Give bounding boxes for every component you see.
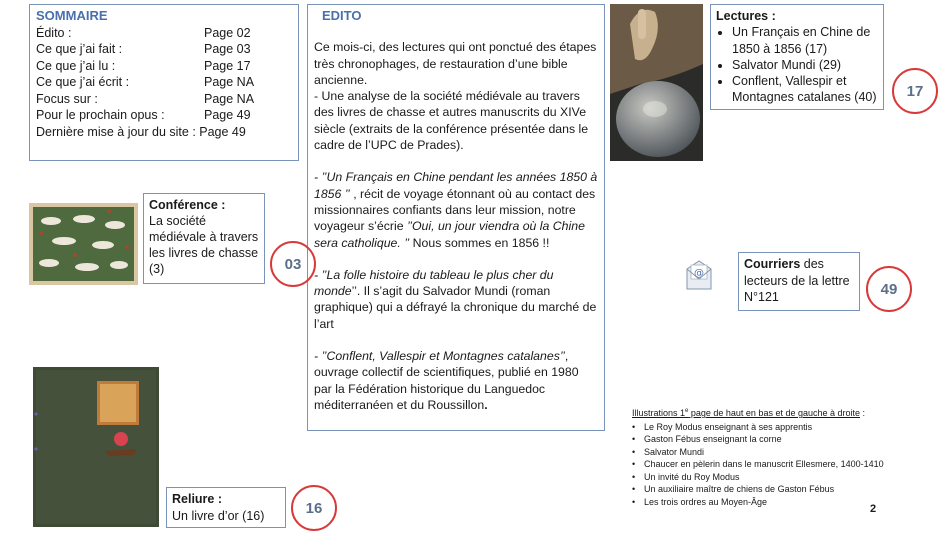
edito-quote: ’’Oui, un jour viendra où la Chine sera catholique. ’’	[314, 219, 585, 250]
illustrations-title-sup: e	[685, 408, 689, 414]
courriers-page-badge[interactable]: 49	[866, 266, 912, 312]
edito-text: Nous sommes en 1856 !!	[409, 235, 550, 250]
edito-text: ’’. Il s’agit du Salvador Mundi (roman graphique) qui a défrayé la chronique du marché de l’art	[314, 284, 597, 331]
email-envelope-icon	[684, 259, 714, 293]
sommaire-row-label: Pour le prochain opus :	[36, 108, 165, 122]
list-item: • Gaston Fébus enseignant la corne	[632, 433, 922, 446]
lectures-title: Lectures :	[716, 9, 776, 23]
reliure-box	[166, 487, 286, 528]
svg-text:@: @	[694, 268, 704, 279]
livre-dor-image[interactable]	[33, 367, 159, 527]
list-item: • Salvator Mundi	[632, 446, 922, 459]
illustrations-credits	[622, 405, 922, 508]
sommaire-row-page: Page NA	[204, 75, 255, 89]
edito-paragraph-conference: - Une analyse de la société médiévale au travers des livres de chasse et autres manuscrits du XIVe siècle (extraits de la conférence présentée dans le cadre de l’UPC de Prades).	[314, 89, 589, 153]
edito-book-title: - ’’La folle histoire du tableau le plus cher du monde	[314, 267, 554, 299]
page-number: 2	[870, 503, 877, 515]
sommaire-row[interactable]	[36, 74, 292, 91]
medieval-hunting-manuscript	[29, 203, 138, 285]
edito-text: .	[484, 397, 488, 412]
conference-title: Conférence :	[149, 198, 226, 212]
list-item: • Un auxiliaire maître de chiens de Gaston Fébus	[632, 483, 922, 496]
list-item: • Un invité du Roy Modus	[632, 471, 922, 484]
sommaire-box	[29, 4, 299, 161]
conference-page-badge[interactable]: 03	[270, 241, 316, 287]
edito-title: EDITO	[322, 8, 362, 23]
sommaire-row-page: Page 03	[204, 42, 251, 56]
sommaire-row[interactable]	[36, 58, 292, 75]
sommaire-row[interactable]	[36, 91, 292, 108]
edito-paragraph-chine	[314, 169, 598, 250]
sommaire-row-label: Ce que j’ai écrit :	[36, 75, 130, 89]
courriers-box	[738, 252, 860, 311]
sommaire-row-label: Édito :	[36, 25, 72, 40]
reliure-text[interactable]: Un livre d’or (16)	[172, 508, 265, 523]
sommaire-row[interactable]	[36, 107, 292, 124]
sommaire-row[interactable]	[36, 41, 292, 58]
sommaire-row-label: Focus sur :	[36, 91, 98, 106]
sommaire-row-page: Page NA	[204, 91, 255, 106]
illustrations-list	[622, 421, 922, 509]
sommaire-row-page: Page 02	[204, 25, 251, 40]
illustrations-title-colon: :	[860, 408, 866, 418]
illustrations-title	[622, 405, 922, 420]
edito-book-title: - ’’Un Français en Chine pendant les années 1850 à 1856 ’’	[314, 170, 598, 201]
edito-paragraph-intro: Ce mois-ci, des lectures qui ont ponctué des étapes très chronophages, de restauration d’une bible ancienne.	[314, 40, 597, 87]
list-item: • Le Roy Modus enseignant à ses apprentis	[632, 421, 922, 434]
list-item[interactable]: • Conflent, Vallespir et Montagnes catalanes (40)	[732, 73, 878, 106]
sommaire-row-page: Page 17	[204, 58, 251, 73]
edito-book-title: - ’’Conflent, Vallespir et Montagnes catalanes’’	[314, 349, 565, 364]
salvator-mundi-image[interactable]	[610, 4, 703, 161]
edito-text: , récit de voyage étonnant où au contact des missionnaires confiants dans leur mission, notre voyageur s’écrie	[314, 186, 596, 234]
conference-text[interactable]: La société médiévale à travers les livres de chasse (3)	[149, 214, 259, 276]
salvator-mundi-painting	[610, 4, 703, 161]
hunting-dogs-image[interactable]	[29, 203, 138, 285]
edito-paragraph-conflent	[314, 348, 598, 413]
lectures-page-badge[interactable]: 17	[892, 68, 938, 114]
sommaire-row[interactable]	[36, 25, 292, 42]
conference-box	[143, 193, 265, 284]
green-book-cover	[33, 367, 159, 527]
list-item[interactable]: • Un Français en Chine de 1850 à 1856 (17)	[732, 24, 878, 57]
sommaire-last-update[interactable]: Dernière mise à jour du site : Page 49	[36, 124, 246, 139]
edito-paragraph-salvator	[314, 267, 598, 332]
list-item[interactable]: • Salvator Mundi (29)	[732, 57, 878, 73]
sommaire-row-label: Ce que j’ai lu :	[36, 58, 116, 73]
reliure-page-badge[interactable]: 16	[291, 485, 337, 531]
edito-text: , ouvrage collectif de scientifiques, publié en 1980 par la Fédération historique du Languedoc méditerranéen et du Roussillon	[314, 349, 579, 412]
illustrations-title-text: page de haut en bas et de gauche à droite	[688, 408, 861, 418]
courriers-text[interactable]: des lecteurs de la lettre N°121	[744, 257, 850, 304]
list-item: • Les trois ordres au Moyen-Âge	[632, 496, 922, 509]
list-item: • Chaucer en pèlerin dans le manuscrit Ellesmere, 1400-1410	[632, 458, 922, 471]
edito-box	[307, 4, 605, 431]
sommaire-row-label: Ce que j’ai fait :	[36, 42, 123, 56]
courriers-title: Courriers	[744, 257, 801, 271]
sommaire-row-page: Page 49	[204, 108, 251, 122]
lectures-list	[716, 24, 878, 105]
illustrations-title-text: Illustrations 1	[632, 408, 686, 418]
reliure-title: Reliure :	[172, 492, 223, 506]
lectures-box	[710, 4, 884, 110]
sommaire-title: SOMMAIRE	[36, 8, 108, 23]
